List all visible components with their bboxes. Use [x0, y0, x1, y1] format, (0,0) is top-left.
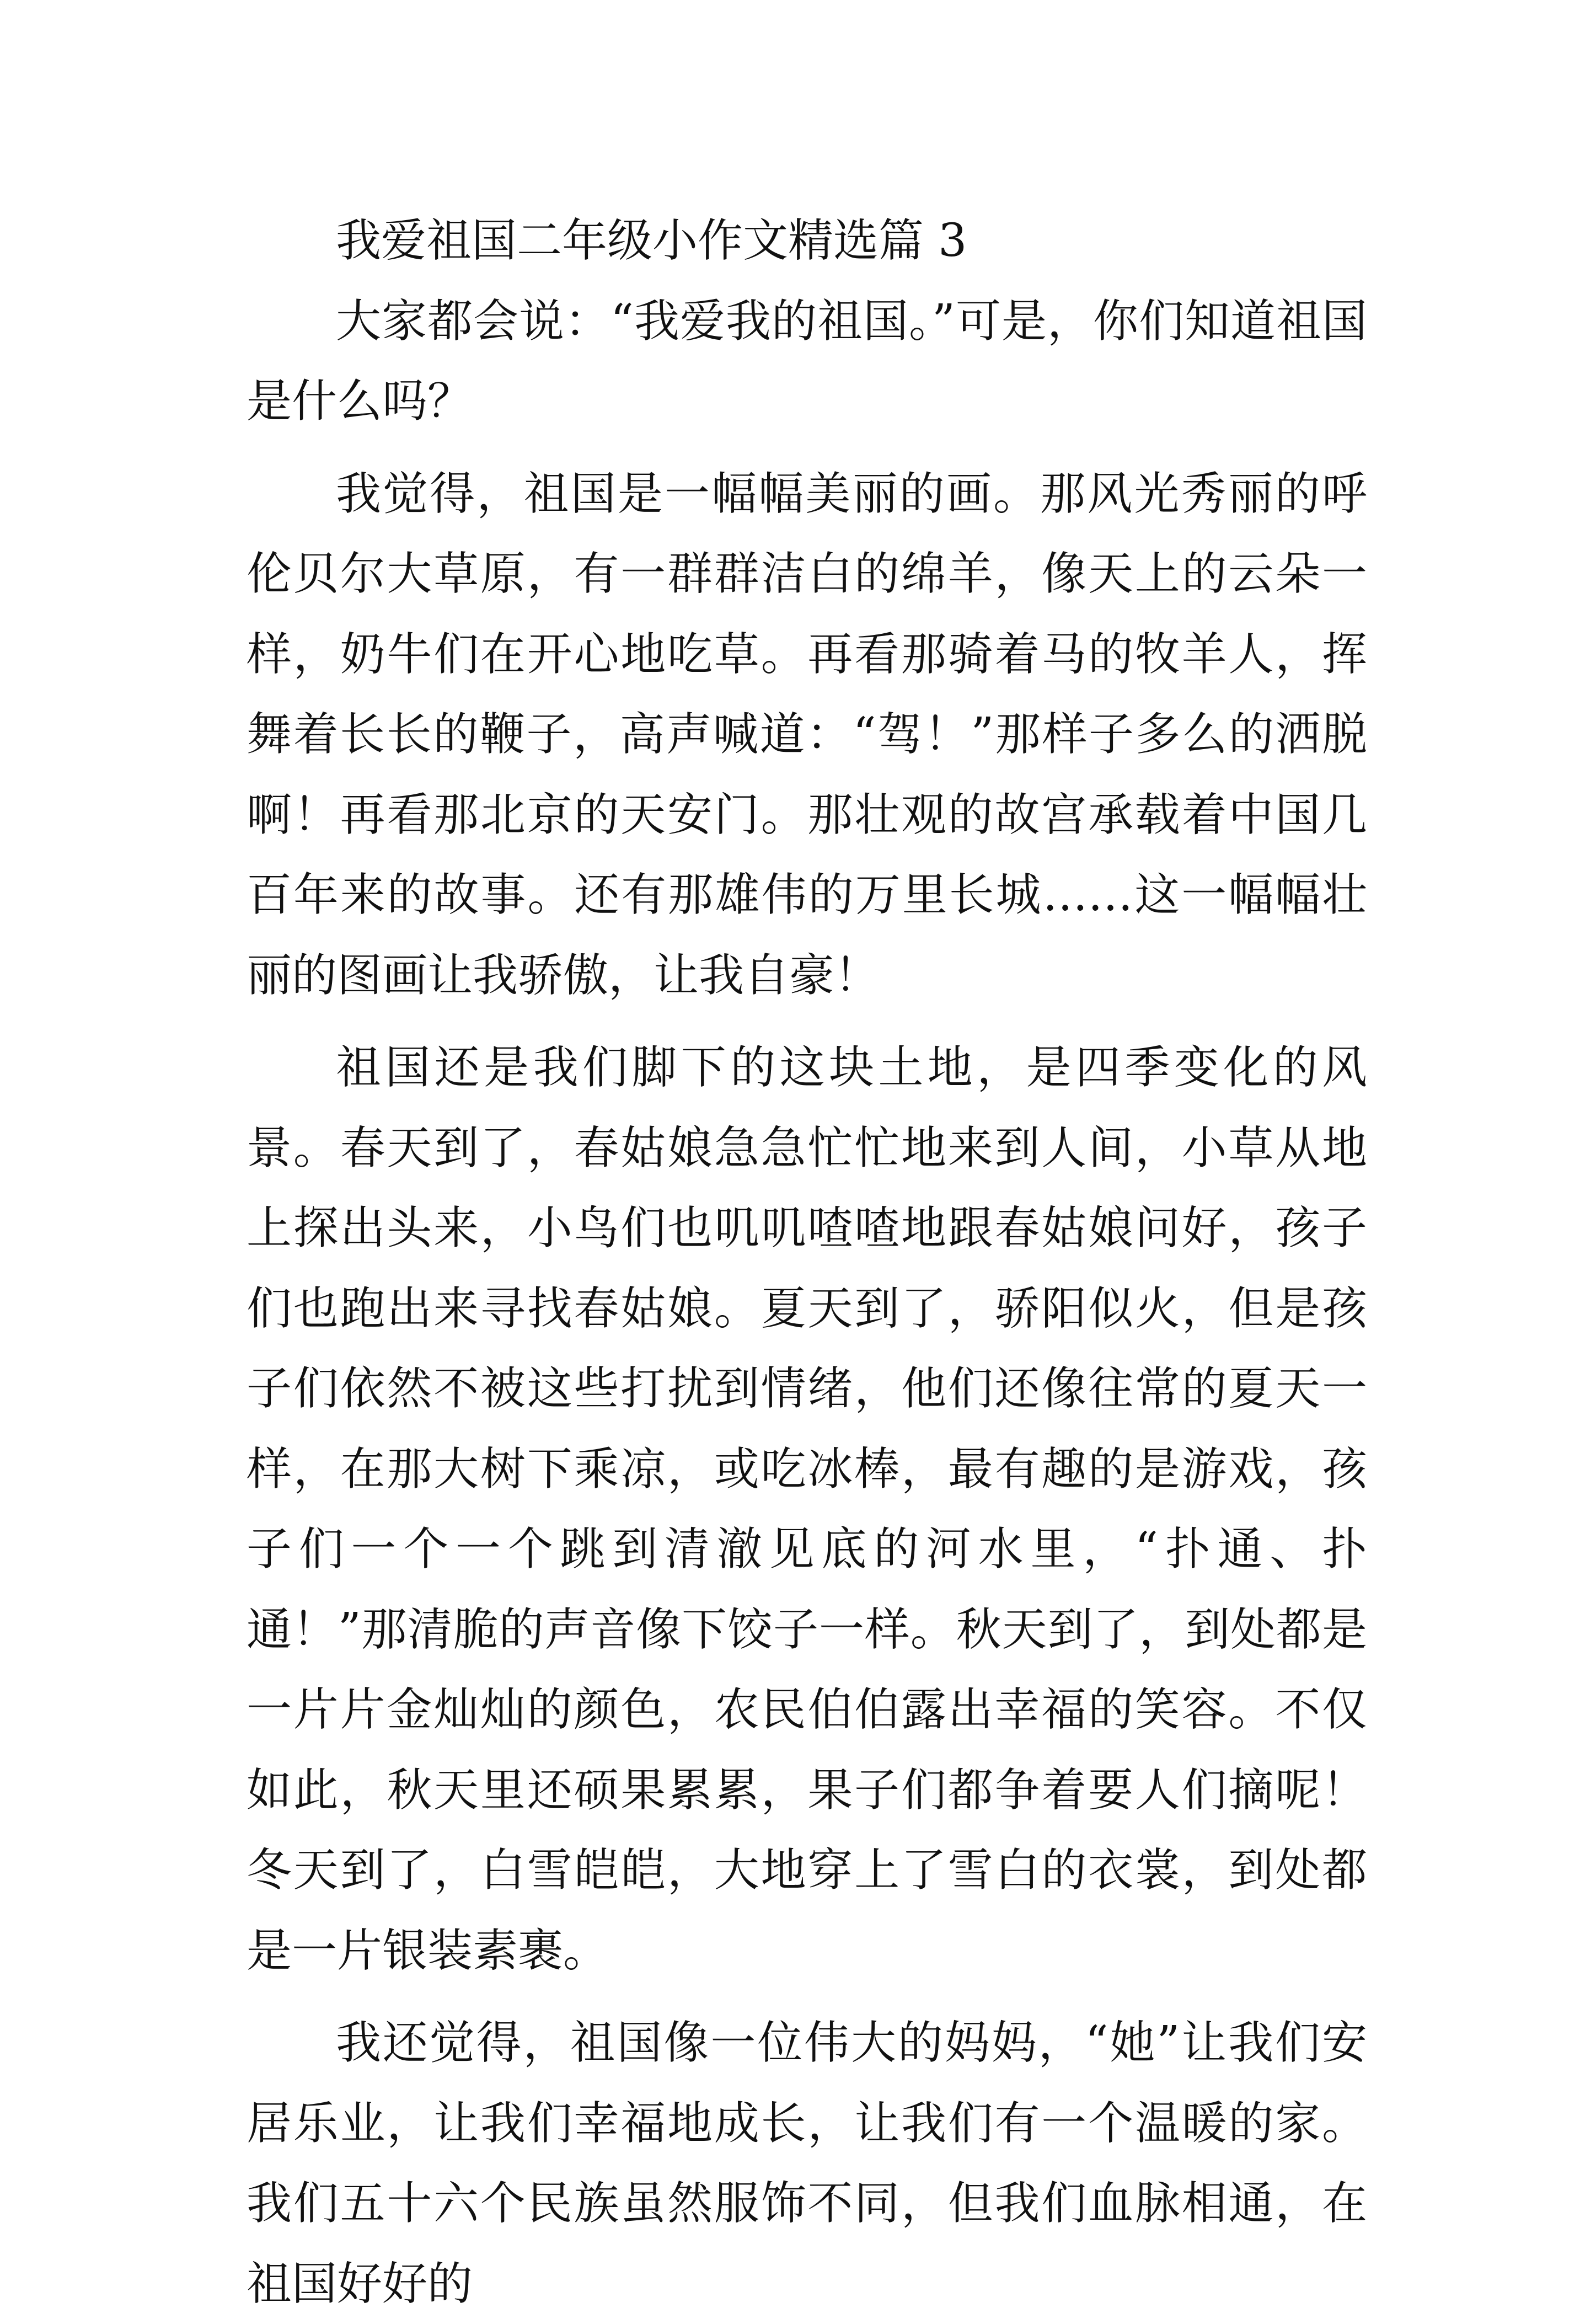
- paragraph-seasons: 祖国还是我们脚下的这块土地，是四季变化的风景。春天到了，春姑娘急急忙忙地来到人间，小草从地上探出头来，小鸟们也叽叽喳喳地跟春姑娘问好，孩子们也跑出来寻找春姑娘。夏天到了，骄阳似火，但是孩子们依然不被这些打扰到情绪，他们还像往常的夏天一样，在那大树下乘凉，或吃冰棒，最有趣的是游戏，孩子们一个一个跳到清澈见底的河水里，“扑通、扑通！”那清脆的声音像下饺子一样。秋天到了，到处都是一片片金灿灿的颜色，农民伯伯露出幸福的笑容。不仅如此，秋天里还硕果累累，果子们都争着要人们摘呢！冬天到了，白雪皑皑，大地穿上了雪白的衣裳，到处都是一片银装素裹。: [247, 1041, 1367, 1977]
- paragraph-intro: 大家都会说：“我爱我的祖国。”可是，你们知道祖国是什么吗？: [247, 295, 1367, 428]
- essay-title: 我爱祖国二年级小作文精选篇 3: [336, 215, 967, 267]
- paragraph-mother: 我还觉得，祖国像一位伟大的妈妈，“她”让我们安居乐业，让我们幸福地成长，让我们有一个温暖的家。我们五十六个民族虽然服饰不同，但我们血脉相通，在祖国好好的: [247, 2017, 1367, 2310]
- document-body: [247, 201, 1367, 2324]
- paragraph-painting: 我觉得，祖国是一幅幅美丽的画。那风光秀丽的呼伦贝尔大草原，有一群群洁白的绵羊，像天上的云朵一样，奶牛们在开心地吃草。再看那骑着马的牧羊人，挥舞着长长的鞭子，高声喊道：“驾！”那样子多么的洒脱啊！再看那北京的天安门。那壮观的故宫承载着中国几百年来的故事。还有那雄伟的万里长城……这一幅幅壮丽的图画让我骄傲，让我自豪！: [247, 467, 1367, 1002]
